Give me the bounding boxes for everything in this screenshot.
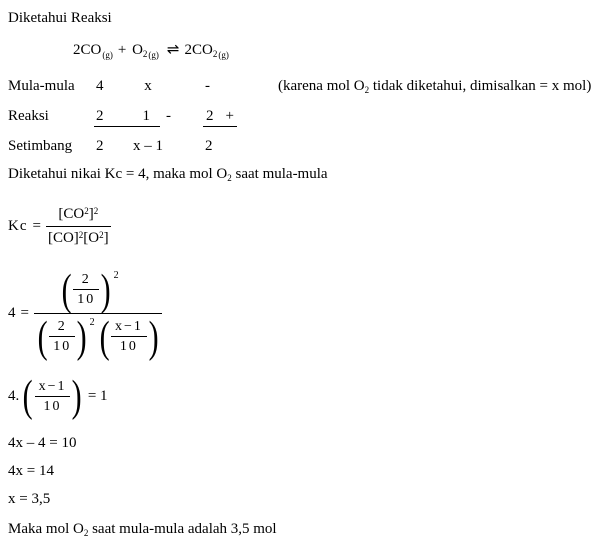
fraction-denominator: 10 — [119, 339, 138, 354]
close-paren: ) — [148, 310, 159, 362]
o2-bracket-open: [O — [83, 229, 100, 246]
note-o2-subscript: 2 — [364, 85, 370, 95]
algebra-step-2: 4x = 14 — [8, 463, 54, 479]
change-minus-sign: - — [166, 108, 171, 124]
kc-symbol: Kc — [8, 217, 28, 234]
co2-subscript: 2 — [212, 49, 218, 59]
fraction-denominator: 10 — [77, 292, 96, 307]
reaction-equation — [73, 40, 611, 64]
o2-subscript: 2 — [142, 49, 148, 59]
ice-row-initial — [8, 74, 611, 104]
co2-bracket-open: [CO — [58, 205, 85, 222]
ice-row-change — [8, 104, 611, 134]
equals-sign: = — [32, 217, 41, 234]
change-co-value: 2 — [96, 108, 104, 124]
equation-rhs: = 1 — [87, 387, 108, 404]
o2-bracket-subscript: 2 — [99, 229, 104, 240]
fraction-numerator: x−1 — [35, 378, 71, 397]
ice-row-equilibrium — [8, 134, 611, 164]
lhs-value: 4 — [8, 304, 16, 321]
fraction-denominator: 10 — [43, 398, 62, 414]
conclusion-text — [8, 519, 611, 543]
change-o2-value: 1 — [142, 108, 150, 124]
row-label-change: Reaksi — [8, 108, 49, 124]
conclusion-pre: Maka mol O — [8, 521, 84, 537]
change-underlined-group-right — [203, 108, 237, 127]
reactant-o2: O — [132, 42, 143, 58]
co-bracket: [CO] — [47, 229, 79, 246]
change-co2-value: 2 — [206, 108, 214, 124]
initial-note — [278, 78, 591, 95]
fraction-numerator: 2 — [73, 271, 99, 290]
conclusion-post: saat mula-mula adalah 3,5 mol — [88, 521, 277, 537]
kc-statement — [8, 164, 611, 188]
coefficient: 4. — [8, 387, 20, 404]
algebra-step-1: 4x – 4 = 10 — [8, 435, 77, 451]
close-paren: ) — [100, 263, 111, 315]
fraction-x-minus-1-over-10 — [111, 318, 147, 355]
substituted-equation — [8, 265, 611, 361]
initial-co2-value: - — [205, 78, 210, 94]
fraction-denominator: 10 — [53, 339, 72, 354]
close-paren: ) — [76, 310, 87, 362]
algebra-step-3: x = 3,5 — [8, 491, 51, 507]
kc-fraction-denominator — [46, 227, 111, 247]
co2-bracket-subscript: 2 — [84, 205, 89, 216]
fraction-x-minus-1-over-10 — [35, 378, 71, 415]
fraction-numerator: 2 — [49, 318, 75, 337]
simplified-equation — [8, 370, 611, 421]
note-text-pre: (karena mol O — [278, 78, 365, 94]
note-text-post: tidak diketahui, dimisalkan = x mol) — [369, 78, 592, 94]
kc-statement-post: saat mula-mula — [231, 166, 328, 182]
change-plus-sign: + — [225, 108, 234, 124]
equilibrium-co2-value: 2 — [205, 138, 213, 154]
initial-o2-value: x — [144, 78, 152, 94]
kc-statement-o2-subscript: 2 — [227, 173, 232, 183]
close-paren: ) — [72, 370, 83, 421]
row-label-initial: Mula-mula — [8, 78, 75, 94]
paren-fraction — [21, 370, 84, 421]
numerator-paren-fraction — [60, 263, 120, 315]
plus-sign: + — [117, 42, 127, 58]
co2-state-label: (g) — [218, 50, 229, 60]
denominator-paren-fraction-2 — [98, 310, 161, 362]
intro-text: Diketahui Reaksi — [8, 10, 112, 26]
fraction-2-over-10 — [49, 318, 75, 355]
kc-statement-pre: Diketahui nikai Kc = 4, maka mol O — [8, 166, 228, 182]
change-underlined-group-left — [94, 108, 160, 127]
reactant-co: 2CO — [73, 42, 102, 58]
equilibrium-arrow-icon: ⇌ — [166, 40, 180, 58]
co-state-label: (g) — [102, 50, 113, 60]
denominator-paren-fraction-1 — [36, 310, 96, 362]
exponent: 2 — [89, 316, 95, 328]
main-fraction — [34, 263, 162, 362]
co2-bracket-close: ] — [88, 205, 94, 222]
initial-co-value: 4 — [96, 78, 104, 94]
co-exponent: 2 — [78, 229, 84, 240]
equilibrium-o2-value: x – 1 — [133, 138, 163, 154]
open-paren: ( — [61, 263, 72, 315]
equals-sign: = — [20, 304, 29, 321]
ice-table — [8, 74, 611, 164]
main-fraction-numerator — [34, 263, 162, 315]
product-co2: 2CO — [184, 42, 213, 58]
kc-fraction — [46, 206, 111, 247]
exponent: 2 — [113, 269, 119, 281]
kc-fraction-numerator — [46, 206, 111, 227]
o2-bracket-close: ] — [103, 229, 109, 246]
o2-state-label: (g) — [148, 50, 159, 60]
open-paren: ( — [99, 310, 110, 362]
conclusion-o2-subscript: 2 — [83, 528, 89, 538]
row-label-equilibrium: Setimbang — [8, 138, 73, 154]
open-paren: ( — [22, 370, 33, 421]
equilibrium-co-value: 2 — [96, 138, 104, 154]
main-fraction-denominator — [34, 310, 162, 362]
open-paren: ( — [37, 310, 48, 362]
fraction-2-over-10 — [73, 271, 99, 308]
fraction-numerator: x−1 — [111, 318, 147, 337]
co2-exponent: 2 — [93, 205, 99, 216]
kc-equation — [8, 198, 611, 254]
